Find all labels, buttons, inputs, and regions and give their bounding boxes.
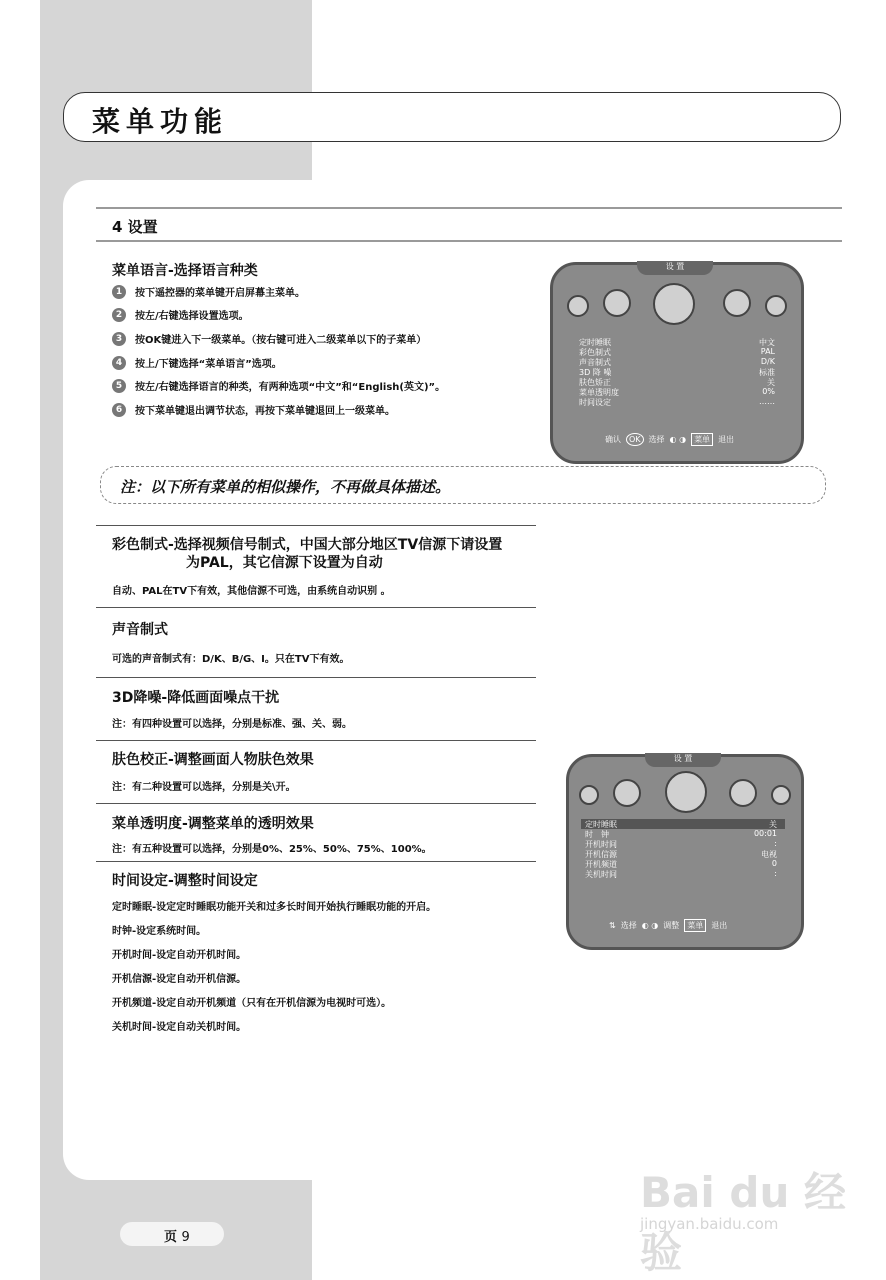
exit-label: 退出 (711, 921, 728, 930)
tv-menu-label: 开机时间 (585, 840, 617, 849)
color-system-heading: 彩色制式-选择视频信号制式，中国大部分地区TV信源下请设置 (112, 537, 503, 553)
step-number: 3 (112, 332, 126, 346)
tv-menu-row (579, 337, 775, 347)
picture-icon (579, 785, 599, 805)
tv-menu-list (585, 819, 777, 879)
tv-menu-label: 开机信源 (585, 850, 617, 859)
picture-icon (567, 295, 589, 317)
tv-menu-value: : (774, 839, 777, 848)
tv-menu-row (579, 397, 775, 407)
tv-menu-value: 标准 (759, 368, 775, 377)
tv-menu-row (585, 829, 777, 839)
tv-menu-footer (609, 919, 727, 932)
section-rule-top (96, 207, 842, 209)
tv-menu-value: 中文 (759, 338, 775, 347)
gear-icon (723, 289, 751, 317)
tv-menu-row (585, 819, 777, 829)
divider (96, 525, 536, 526)
tv-menu-label: 定时睡眠 (579, 338, 611, 347)
settings-icon (613, 779, 641, 807)
baidu-watermark: Bai du 经验 (640, 1168, 846, 1277)
settings-icon (653, 283, 695, 325)
noise-heading: 3D降噪-降低画面噪点干扰 (112, 690, 280, 706)
menu-language-heading: 菜单语言-选择语言种类 (112, 263, 258, 279)
tv-menu-value: 关 (769, 820, 777, 829)
time-setting-heading: 时间设定-调整时间设定 (112, 873, 258, 889)
up-down-icon: ⇅ (609, 921, 616, 930)
timer-icon (729, 779, 757, 807)
step-5 (112, 378, 445, 393)
step-2 (112, 307, 249, 322)
color-system-heading-2: 为PAL，其它信源下设置为自动 (186, 555, 383, 571)
adjust-label: 调整 (663, 921, 680, 930)
transparency-heading: 菜单透明度-调整菜单的透明效果 (112, 816, 314, 832)
sound-system-body: 可选的声音制式有：D/K、B/G、I。只在TV下有效。 (112, 654, 350, 665)
left-right-icon: ◐ ◑ (641, 921, 659, 930)
note-text: 注：以下所有菜单的相似操作，不再做具体描述。 (120, 478, 451, 496)
step-text: 按左/右键选择设置选项。 (135, 311, 249, 322)
time-line: 开机时间-设定自动开机时间。 (112, 950, 247, 961)
watermark-url: jingyan.baidu.com (640, 1215, 779, 1233)
tv-menu-title: 设 置 (637, 261, 713, 275)
tv-menu-value: 电视 (761, 850, 777, 859)
select-label: 选择 (620, 921, 637, 930)
step-3 (112, 331, 426, 346)
tv-menu-row (579, 357, 775, 367)
skin-tone-heading: 肤色校正-调整画面人物肤色效果 (112, 752, 314, 768)
time-line: 时钟-设定系统时间。 (112, 926, 207, 937)
gear-icon (665, 771, 707, 813)
page-number (164, 1226, 190, 1245)
color-system-body: 自动、PAL在TV下有效，其他信源不可选，由系统自动识别 。 (112, 586, 391, 597)
tv-menu-label: 肤色矫正 (579, 378, 611, 387)
step-1 (112, 284, 305, 299)
tv-menu-value: PAL (760, 347, 775, 356)
tv-menu-title: 设 置 (645, 753, 721, 767)
tv-menu-label: 声音制式 (579, 358, 611, 367)
tv-menu-label: 时间设定 (579, 398, 611, 407)
tv-menu-label: 开机频道 (585, 860, 617, 869)
step-number: 1 (112, 285, 126, 299)
step-6 (112, 402, 395, 417)
step-text: 按下遥控器的菜单键开启屏幕主菜单。 (135, 288, 305, 299)
noise-body: 注：有四种设置可以选择，分别是标准、强、关、弱。 (112, 719, 352, 730)
page-title: 菜单功能 (92, 105, 229, 138)
section-rule-bottom (96, 240, 842, 242)
left-right-icon: ◐ ◑ (669, 435, 687, 444)
divider (96, 740, 536, 741)
tv-menu-row (579, 387, 775, 397)
tv-menu-row (585, 839, 777, 849)
speaker-icon (771, 785, 791, 805)
page-label: 页 (164, 1230, 178, 1245)
tv-menu-value: …… (759, 397, 775, 406)
time-line: 关机时间-设定自动关机时间。 (112, 1022, 247, 1033)
time-line: 开机信源-设定自动开机信源。 (112, 974, 247, 985)
menu-key-icon: 菜单 (684, 919, 706, 932)
step-number: 5 (112, 379, 126, 393)
speaker-icon (765, 295, 787, 317)
tv-menu-label: 关机时间 (585, 870, 617, 879)
tv-menu-row (579, 347, 775, 357)
tv-menu-value: 关 (767, 378, 775, 387)
divider (96, 861, 536, 862)
step-number: 2 (112, 308, 126, 322)
divider (96, 607, 536, 608)
step-text: 按OK键进入下一级菜单。（按右键可进入二级菜单以下的子菜单） (135, 335, 427, 346)
tv-menu-row (585, 849, 777, 859)
tv-menu-screenshot-1 (550, 262, 804, 464)
tv-menu-label: 菜单透明度 (579, 388, 619, 397)
exit-label: 退出 (718, 435, 735, 444)
ok-icon: OK (626, 433, 644, 446)
tv-menu-value: 0% (762, 387, 775, 396)
divider (96, 677, 536, 678)
tv-menu-label: 彩色制式 (579, 348, 611, 357)
divider (96, 803, 536, 804)
step-4 (112, 355, 282, 370)
confirm-label: 确认 (605, 435, 621, 444)
select-label: 选择 (648, 435, 665, 444)
step-number: 4 (112, 356, 126, 370)
step-text: 按下菜单键退出调节状态，再按下菜单键退回上一级菜单。 (135, 406, 395, 417)
time-line: 定时睡眠-设定定时睡眠功能开关和过多长时间开始执行睡眠功能的开启。 (112, 902, 437, 913)
tv-menu-row (585, 869, 777, 879)
transparency-body: 注：有五种设置可以选择，分别是0%、25%、50%、75%、100%。 (112, 844, 432, 855)
tv-menu-row (585, 859, 777, 869)
tv-menu-value: 0 (771, 859, 777, 868)
step-text: 按上/下键选择“菜单语言”选项。 (135, 359, 282, 370)
tv-menu-value: : (774, 869, 777, 878)
tv-menu-label: 定时睡眠 (585, 820, 617, 829)
tv-menu-footer (605, 433, 734, 446)
tv-menu-list (579, 337, 775, 407)
tv-menu-row (579, 367, 775, 377)
tv-menu-row (579, 377, 775, 387)
tv-menu-screenshot-2 (566, 754, 804, 950)
tv-menu-value: 00:01 (753, 829, 777, 838)
section-title: 4 设置 (112, 218, 158, 236)
search-icon (603, 289, 631, 317)
page-value: 9 (181, 1230, 190, 1245)
tv-menu-label: 3D 降 噪 (579, 368, 612, 377)
menu-key-icon: 菜单 (691, 433, 713, 446)
sound-system-heading: 声音制式 (112, 622, 168, 638)
time-line: 开机频道-设定自动开机频道（只有在开机信源为电视时可选）。 (112, 998, 392, 1009)
step-number: 6 (112, 403, 126, 417)
skin-tone-body: 注：有二种设置可以选择，分别是关\开。 (112, 782, 296, 793)
step-text: 按左/右键选择语言的种类，有两种选项“中文”和“English(英文)”。 (135, 382, 446, 393)
tv-menu-label: 时 钟 (585, 830, 609, 839)
tv-menu-value: D/K (760, 357, 775, 366)
